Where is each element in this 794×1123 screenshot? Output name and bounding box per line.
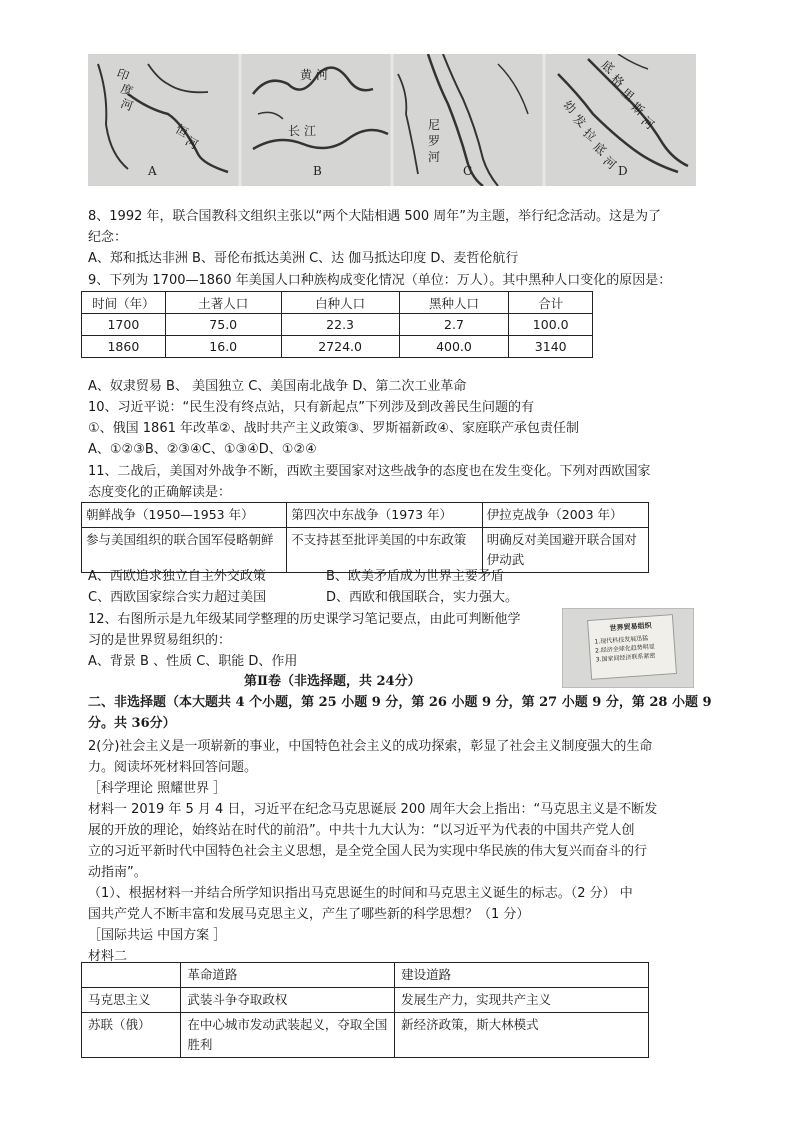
map-label: 印 [114,66,131,84]
table-row [82,528,649,573]
table-header-cell: 时间（年） [82,292,166,314]
table-row [82,336,593,358]
table-cell: 明确反对美国避开联合国对伊动武 [482,528,648,573]
q25-material1-line2: 展的开放的理论，始终站在时代的前沿”。中共十九大认为：“以习近平为代表的中国共产党人创 [88,823,635,838]
map-label: 格 [608,71,627,91]
map-label: 江 [304,124,317,138]
map-label: 恒 [173,121,191,140]
map-label: 度 [118,81,135,99]
q10-items: ①、俄国 1861 年改革②、战时共产主义政策③、罗斯福新政④、家庭联产承包责任制 [88,421,579,436]
q25-material1-line4: 动指南”。 [88,865,147,880]
table-cell: 2.7 [399,314,509,336]
q9-table [81,291,593,358]
map-caption-c: C [463,164,473,178]
note-line: 3.国家间经济联系紧密 [595,652,656,664]
q8-options: A、郑和抵达非洲 B、哥伦布抵达美洲 C、达 伽马抵达印度 D、麦哲伦航行 [88,251,519,266]
q25-question1-line1: （1）、根据材料一并结合所学知识指出马克思诞生的时间和马克思主义诞生的标志。（2 分） 中 [88,886,633,901]
table-cell: 苏联（俄） [82,1013,181,1058]
map-caption-b: B [313,164,322,178]
section-2-title: 第Ⅱ卷（非选择题，共 24分） [244,674,421,689]
map-label: 拉 [580,125,599,145]
map-label: 河 [183,133,201,152]
table-row [82,314,593,336]
q9-options: A、奴隶贸易 B、 美国独立 C、美国南北战争 D、第二次工业革命 [88,379,467,394]
table-cell: 马克思主义 [82,988,181,1013]
map-label: 斯 [628,99,647,119]
note-title: 世界贸易组织 [609,621,652,633]
table-cell: 在中心城市发动武装起义，夺取全国胜利 [181,1013,395,1058]
rivers-map-image [88,54,696,186]
table-header-cell: 伊拉克战争（2003 年） [482,503,648,528]
map-label: 罗 [428,134,441,148]
map-label: 长 [288,124,301,138]
table-cell: 400.0 [399,336,509,358]
q12-stem-line2: 习的是世界贸易组织的： [88,633,232,648]
q10-options: A、①②③B、②③④C、①③④D、①②④ [88,442,317,457]
q8-stem-line1: 8、1992 年，联合国教科文组织主张以“两个大陆相遇 500 周年”为主题，举行纪念活动。这是为了 [88,209,662,224]
q25-table [81,962,649,1058]
table-cell: 新经济政策，斯大林模式 [395,1013,649,1058]
q9-stem: 9、下列为 1700—1860 年美国人口种族构成变化情况（单位：万人）。其中黑种人口变化的原因是： [88,273,672,288]
table-cell: 发展生产力，实现共产主义 [395,988,649,1013]
table-row [82,988,649,1013]
section-2-heading-line1: 二、非选择题（本大题共 4 个小题，第 25 小题 9 分，第 26 小题 9 分，第 27 小题 9 分，第 28 小题 9 [88,695,712,710]
q25-subheading-2: ［国际共运 中国方案 ］ [88,928,227,943]
q25-intro-line2: 力。阅读坏死材料回答问题。 [88,760,258,775]
table-cell: 22.3 [281,314,399,336]
table-cell: 1700 [82,314,166,336]
map-label: 河 [428,150,441,164]
map-label: 河 [638,113,657,133]
table-header-cell: 土著人口 [165,292,281,314]
table-row [82,1013,649,1058]
map-label: 里 [618,85,637,105]
table-cell: 1860 [82,336,166,358]
q25-question1-line2: 国共产党人不断丰富和发展马克思主义，产生了哪些新的科学思想？（1 分） [88,907,530,922]
q11-stem-line1: 11、二战后，美国对外战争不断，西欧主要国家对这些战争的态度也在发生变化。下列对西欧国家 [88,464,651,479]
map-caption-d: D [618,164,628,178]
table-cell: 参与美国组织的联合国军侵略朝鲜 [82,528,287,573]
table-header-cell: 黑种人口 [399,292,509,314]
map-label: 黄 [300,68,313,82]
table-header-row [82,503,649,528]
map-label: 幼 [560,97,579,117]
table-header-cell: 朝鲜战争（1950—1953 年） [82,503,287,528]
map-label: 底 [590,139,609,159]
q25-material1-line1: 材料一 2019 年 5 月 4 日，习近平在纪念马克思诞辰 200 周年大会上指出：“马克思主义是不断发 [88,802,658,817]
table-header-cell: 白种人口 [281,292,399,314]
table-cell: 3140 [509,336,593,358]
map-label: 河 [118,96,135,114]
map-label: 尼 [428,118,441,132]
map-label: 底 [598,57,617,77]
map-label: 河 [316,68,329,82]
q12-options: A、背景 B 、性质 C、职能 D、作用 [88,654,298,669]
map-label: 发 [570,111,589,131]
table-cell: 16.0 [165,336,281,358]
q11-option-a: A、西欧追求独立自主外交政策 [88,569,266,584]
table-header-cell: 建设道路 [395,963,649,988]
q25-intro-line1: 2(分)社会主义是一项崭新的事业，中国特色社会主义的成功探索，彰显了社会主义制度强大的生命 [88,739,653,754]
note-line: 1.现代科技发展迅猛 [594,634,649,646]
q11-stem-line2: 态度变化的正确解读是： [88,485,232,500]
table-header-cell: 革命道路 [181,963,395,988]
section-2-heading-line2: 分。共 36分） [88,716,176,731]
q11-option-d: D、西欧和俄国联合，实力强大。 [326,590,519,605]
q11-table [81,502,649,573]
map-caption-a: A [148,164,157,178]
table-cell: 100.0 [509,314,593,336]
wto-notes-image [562,608,694,688]
table-header-cell [82,963,181,988]
table-cell: 武装斗争夺取政权 [181,988,395,1013]
table-header-cell: 合计 [509,292,593,314]
q10-stem: 10、习近平说：“民生没有终点站，只有新起点”下列涉及到改善民生问题的有 [88,400,535,415]
table-cell: 不支持甚至批评美国的中东政策 [287,528,483,573]
note-line: 2.经济全球化趋势明显 [594,643,656,655]
q8-stem-line2: 纪念： [88,230,128,245]
table-header-cell: 第四次中东战争（1973 年） [287,503,483,528]
q25-subheading-1: ［科学理论 照耀世界 ］ [88,781,227,796]
q11-option-b: B、欧美矛盾成为世界主要矛盾 [326,569,504,584]
table-cell: 75.0 [165,314,281,336]
map-label: 河 [600,153,619,173]
q25-material1-line3: 立的习近平新时代中国特色社会主义思想，是全党全国人民为实现中华民族的伟大复兴而奋斗的行 [88,844,648,859]
table-header-row [82,292,593,314]
q25-material2-label: 材料二 [88,949,128,964]
table-header-row [82,963,649,988]
q12-stem-line1: 12、右图所示是九年级某同学整理的历史课学习笔记要点，由此可判断他学 [88,612,521,627]
q11-option-c: C、西欧国家综合实力超过美国 [88,590,267,605]
table-cell: 2724.0 [281,336,399,358]
